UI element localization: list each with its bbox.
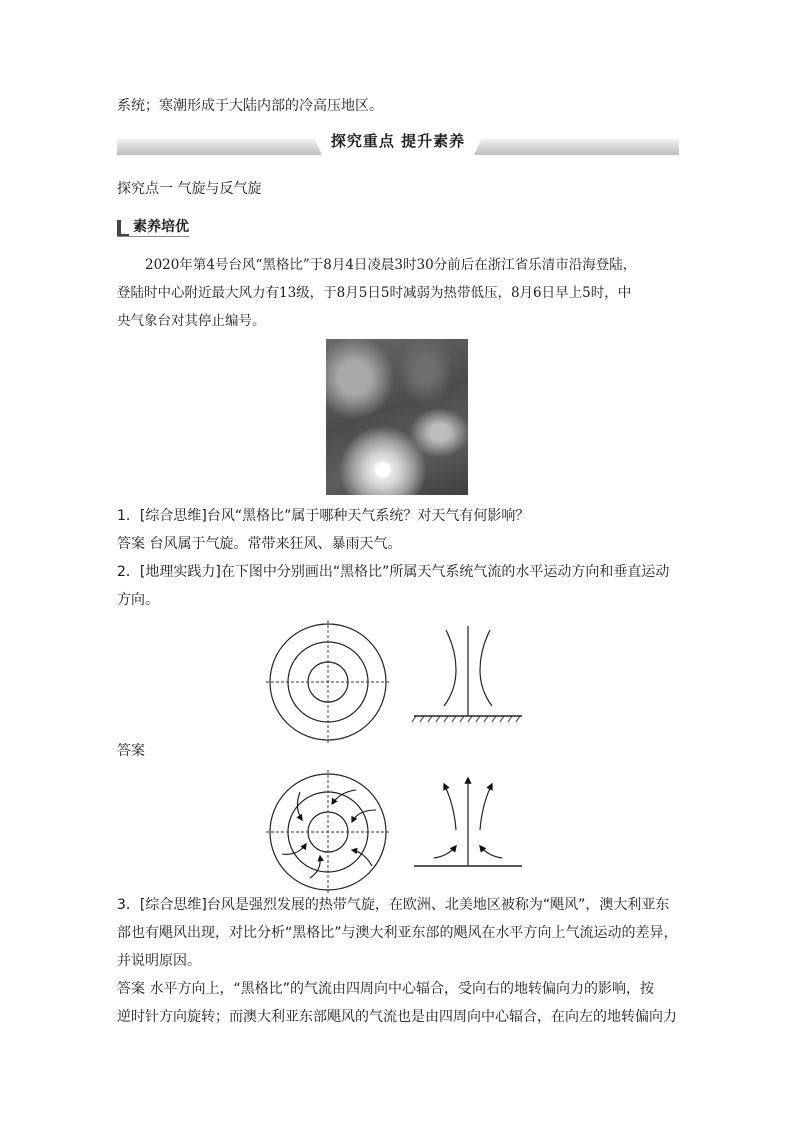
blank-vertical-profile <box>412 626 522 722</box>
counterclockwise-inflow-arrows <box>282 790 376 878</box>
question-2-line-1: 2．[地理实践力]在下图中分别画出“黑格比”所属天气系统气流的水平运动方向和垂直运动 <box>117 564 670 580</box>
passage-line-3: 央气象台对其停止编号。 <box>117 313 266 329</box>
section-title: 探究点一 气旋与反气旋 <box>117 181 262 197</box>
question-2-line-2: 方向。 <box>117 592 159 608</box>
answer-2-label: 答案 <box>117 743 145 759</box>
section-banner <box>117 128 679 160</box>
blank-crosshair <box>266 620 390 744</box>
answer-3-line-2: 逆时针方向旋转；而澳大利亚东部飓风的气流也是由四周向中心辐合，在向左的地转偏向力 <box>117 1009 677 1025</box>
blank-diagram <box>260 620 532 744</box>
tag-heading <box>117 217 207 239</box>
question-1: 1．[综合思维]台风“黑格比”属于哪种天气系统？对天气有何影响？ <box>117 508 530 524</box>
tag-underline <box>117 236 189 237</box>
answer-diagram <box>260 770 532 894</box>
tag-label: 素养培优 <box>133 219 189 235</box>
passage-line-2: 登陆时中心附近最大风力有13级，于8月5日5时减弱为热带低压，8月6日早上5时，中 <box>117 285 632 301</box>
answer-1: 答案 台风属于气旋。常带来狂风、暴雨天气。 <box>117 536 402 552</box>
question-3-line-3: 并说明原因。 <box>117 953 201 969</box>
bookmark-icon <box>117 220 129 237</box>
passage-line-1: 2020年第4号台风“黑格比”于8月4日凌晨3时30分前后在浙江省乐清市沿海登陆， <box>145 257 637 273</box>
banner-title: 探究重点 提升素养 <box>330 132 466 150</box>
answer-vertical-profile <box>414 778 522 866</box>
question-3-line-2: 部也有飓风出现，对比分析“黑格比”与澳大利亚东部的飓风在水平方向上气流运动的差异， <box>117 925 678 941</box>
typhoon-satellite-image <box>326 339 468 495</box>
intro-line: 系统；寒潮形成于大陆内部的冷高压地区。 <box>117 98 383 114</box>
question-3-line-1: 3．[综合思维]台风是强烈发展的热带气旋，在欧洲、北美地区被称为“飓风”，澳大利亚东 <box>117 897 670 913</box>
answer-crosshair <box>266 770 390 894</box>
answer-3-line-1: 答案 水平方向上，“黑格比”的气流由四周向中心辐合，受向右的地转偏向力的影响，按 <box>117 981 654 997</box>
